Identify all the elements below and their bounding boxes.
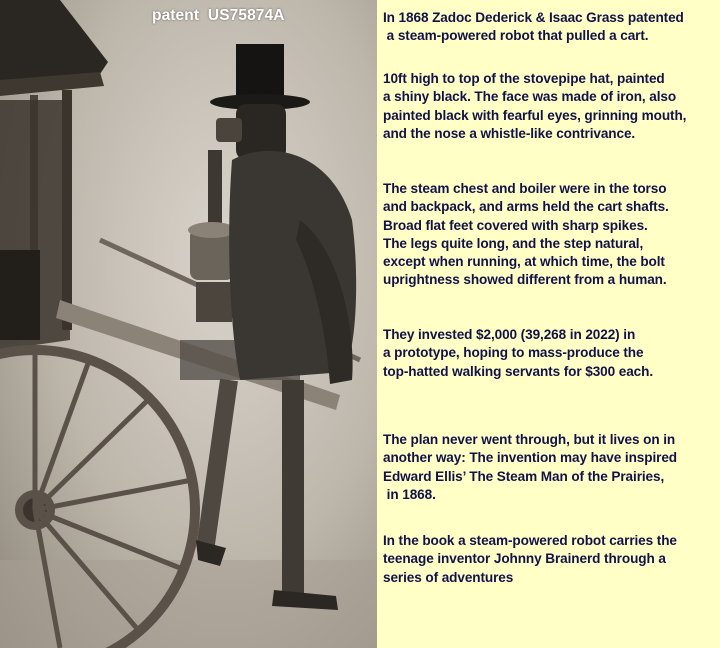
legacy-paragraph: The plan never went through, but it lives on in another way: The invention may have inspired Edward Ellis’ The Steam Man of the Prairies, in 1868. <box>383 432 677 502</box>
intro-paragraph: In 1868 Zadoc Dederick & Isaac Grass patented a steam-powered robot that pulled a cart. <box>383 10 684 44</box>
patent-label: patent US75874A <box>152 7 285 24</box>
investment-paragraph: They invested $2,000 (39,268 in 2022) in a prototype, hoping to mass-produce the top-hatted walking servants for $300 each. <box>383 327 654 379</box>
appearance-paragraph: 10ft high to top of the stovepipe hat, painted a shiny black. The face was made of iron, also painted black with fearful eyes, grinning mouth, and the nose a whistle-like contrivance. <box>383 71 687 141</box>
top-hat <box>210 44 310 110</box>
description-panel <box>377 0 720 648</box>
mechanics-paragraph: The steam chest and boiler were in the torso and backpack, and arms held the cart shafts. Broad flat feet covered with sharp spikes. The legs quite long, and the step natural, except when running, at which time, the bolt uprightness showed different from a human. <box>383 181 669 288</box>
book-paragraph: In the book a steam-powered robot carries the teenage inventor Johnny Brainerd through a series of adventures <box>383 533 677 585</box>
